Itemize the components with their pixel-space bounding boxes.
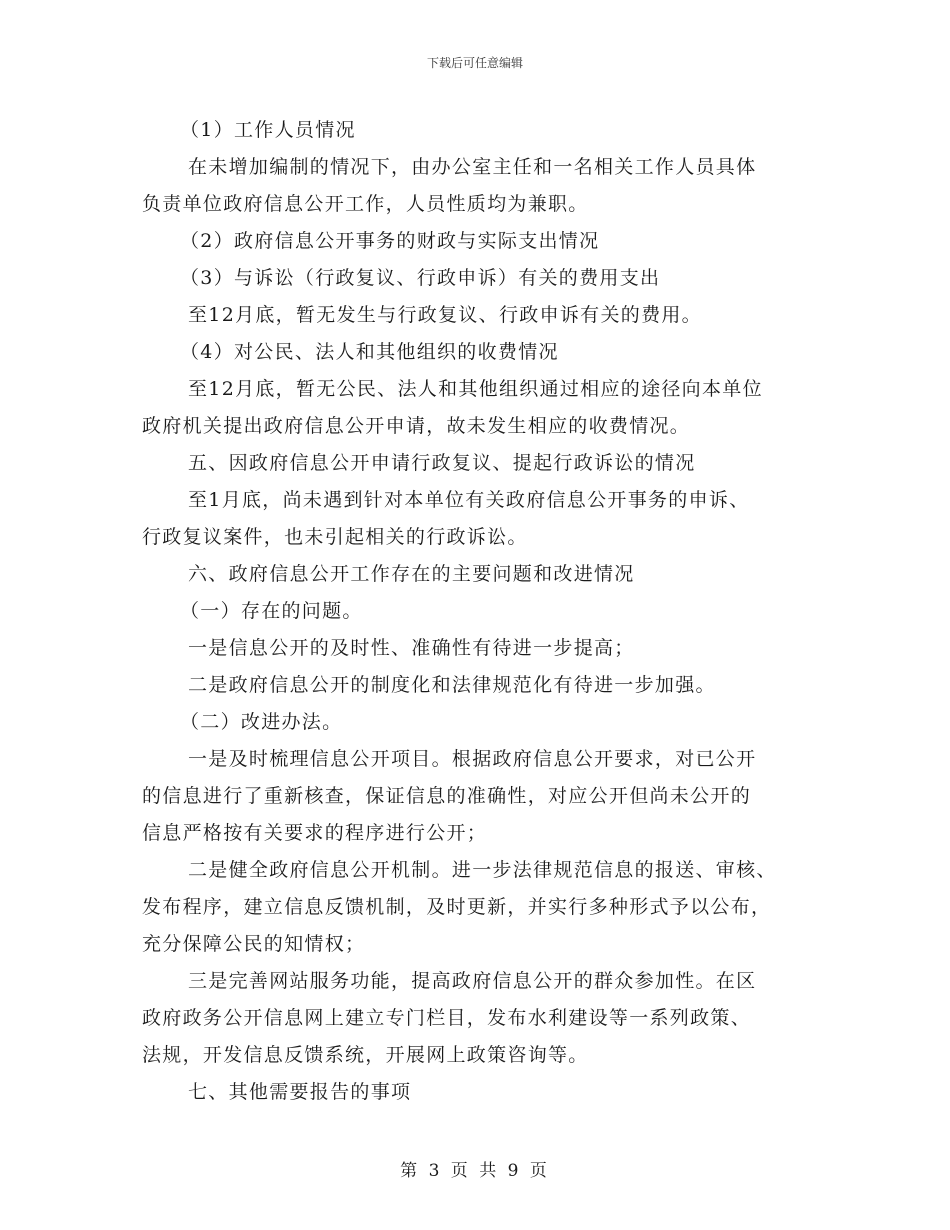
- line-text: 六、政府信息公开工作存在的主要问题和改进情况: [188, 563, 635, 585]
- body-line: [142, 445, 812, 482]
- body-line: [142, 1000, 812, 1037]
- body-line: [142, 334, 812, 371]
- body-line: [142, 186, 812, 223]
- body-line: [142, 371, 812, 408]
- body-line: [142, 482, 812, 519]
- body-line: [142, 815, 812, 852]
- line-text: 二是健全政府信息公开机制。进一步法律规范信息的报送、审核、: [188, 859, 777, 881]
- body-line: [142, 778, 812, 815]
- body-line: [142, 667, 812, 704]
- body-line: [142, 297, 812, 334]
- body-line: [142, 593, 812, 630]
- line-text: （一）存在的问题。: [180, 600, 363, 622]
- body-line: [142, 926, 812, 963]
- line-text: 一是及时梳理信息公开项目。根据政府信息公开要求，对已公开: [188, 748, 757, 770]
- line-text: 在未增加编制的情况下，由办公室主任和一名相关工作人员具体: [188, 156, 757, 178]
- line-text: 政府机关提出政府信息公开申请，故未发生相应的收费情况。: [142, 415, 691, 437]
- line-text: 发布程序，建立信息反馈机制，及时更新，并实行多种形式予以公布，: [142, 896, 772, 918]
- page-header-note: 下载后可任意编辑: [426, 56, 523, 70]
- line-text: 充分保障公民的知情权；: [142, 933, 366, 955]
- line-text: 法规，开发信息反馈系统，开展网上政策咨询等。: [142, 1044, 589, 1066]
- page-number-footer: 第 3 页 共 9 页: [400, 1161, 550, 1181]
- line-text: 三是完善网站服务功能，提高政府信息公开的群众参加性。在区: [188, 970, 757, 992]
- line-text: 至12月底，暂无公民、法人和其他组织通过相应的途径向本单位: [188, 378, 763, 400]
- line-text: 至1月底，尚未遇到针对本单位有关政府信息公开事务的申诉、: [188, 489, 750, 511]
- line-text: 至12月底，暂无发生与行政复议、行政申诉有关的费用。: [188, 304, 702, 326]
- body-line: [142, 519, 812, 556]
- body-line: [142, 223, 812, 260]
- line-text: 行政复议案件，也未引起相关的行政诉讼。: [142, 526, 528, 548]
- line-text: 一是信息公开的及时性、准确性有待进一步提高；: [188, 637, 635, 659]
- body-line: [142, 852, 812, 889]
- line-text: （1）工作人员情况: [180, 119, 356, 141]
- document-body: [142, 112, 812, 1111]
- body-line: [142, 260, 812, 297]
- line-text: 七、其他需要报告的事项: [188, 1081, 412, 1103]
- body-line: [142, 556, 812, 593]
- body-line: [142, 963, 812, 1000]
- line-text: 五、因政府信息公开申请行政复议、提起行政诉讼的情况: [188, 452, 696, 474]
- body-line: [142, 1074, 812, 1111]
- line-text: （4）对公民、法人和其他组织的收费情况: [180, 341, 559, 363]
- line-text: 的信息进行了重新核查，保证信息的准确性，对应公开但尚未公开的: [142, 785, 752, 807]
- line-text: 负责单位政府信息公开工作，人员性质均为兼职。: [142, 193, 589, 215]
- body-line: [142, 408, 812, 445]
- body-line: [142, 889, 812, 926]
- body-line: [142, 112, 812, 149]
- body-line: [142, 149, 812, 186]
- line-text: （二）改进办法。: [180, 711, 343, 733]
- body-line: [142, 1037, 812, 1074]
- line-text: 信息严格按有关要求的程序进行公开；: [142, 822, 488, 844]
- line-text: （3）与诉讼（行政复议、行政申诉）有关的费用支出: [180, 267, 661, 289]
- line-text: （2）政府信息公开事务的财政与实际支出情况: [180, 230, 600, 252]
- body-line: [142, 704, 812, 741]
- line-text: 二是政府信息公开的制度化和法律规范化有待进一步加强。: [188, 674, 716, 696]
- body-line: [142, 630, 812, 667]
- body-line: [142, 741, 812, 778]
- line-text: 政府政务公开信息网上建立专门栏目，发布水利建设等一系列政策、: [142, 1007, 752, 1029]
